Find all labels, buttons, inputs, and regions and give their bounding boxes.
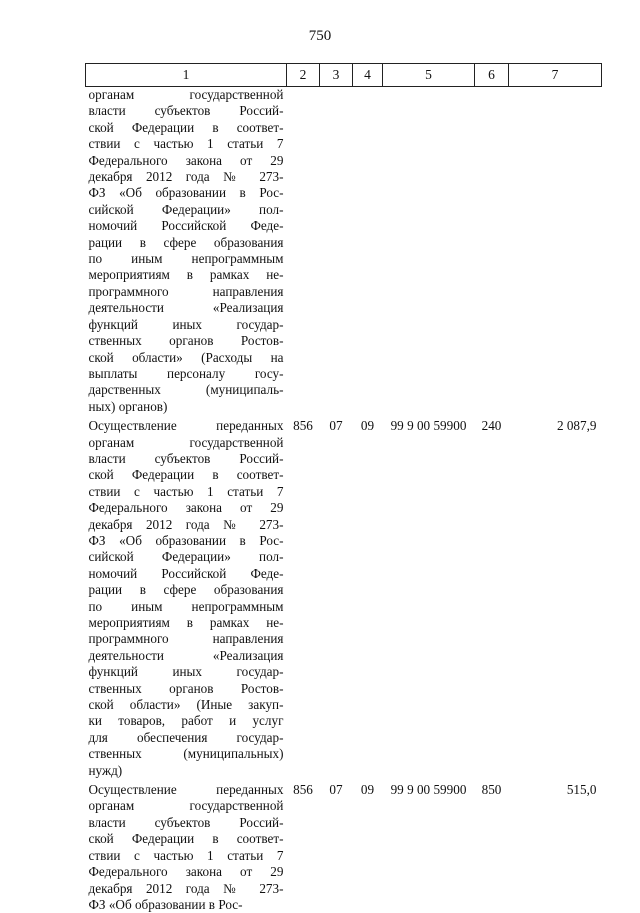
description-line: Федерального закона от 29 <box>88 864 284 880</box>
description-line: ных) органов) <box>88 398 168 414</box>
description-line: ской области» (Расходы на <box>88 349 284 365</box>
description-line: ской области» (Иные закуп- <box>88 697 284 713</box>
description-line: ственных органов Ростов- <box>88 680 284 696</box>
row-expense-type: 850 <box>481 782 502 798</box>
table-row <box>86 415 602 779</box>
description-line: по иным непрограммным <box>88 251 284 267</box>
description-line: ской Федерации в соответ- <box>88 119 284 135</box>
description-line: ФЗ «Об образовании в Рос- <box>88 896 243 912</box>
budget-table <box>85 63 602 913</box>
row-ministry-code: 856 <box>293 782 313 798</box>
table-row <box>86 779 602 913</box>
description-line: ФЗ «Об образовании в Рос- <box>88 532 284 548</box>
description-line: Осуществление переданных <box>88 782 284 798</box>
description-line: по иным непрограммным <box>88 598 284 614</box>
page-number: 750 <box>308 28 332 44</box>
description-line: рации в сфере образования <box>88 234 284 250</box>
row-ministry-code: 856 <box>293 418 313 434</box>
description-line: власти субъектов Россий- <box>88 814 284 830</box>
row-target-article: 99 9 00 59900 <box>390 418 467 434</box>
row-amount: 515,0 <box>566 782 597 798</box>
table-row <box>86 87 602 416</box>
description-line: Федерального закона от 29 <box>88 500 284 516</box>
row-target-article: 99 9 00 59900 <box>390 782 467 798</box>
row-subsection-code: 09 <box>360 418 375 434</box>
description-line: функций иных государ- <box>88 316 284 332</box>
row-section-code <box>320 87 353 416</box>
description-line: органам государственной <box>88 434 284 450</box>
row-section-code: 07 <box>329 418 343 434</box>
row-ministry-code <box>287 87 320 416</box>
description-line: деятельности «Реализация <box>88 300 284 316</box>
description-line: декабря 2012 года № 273- <box>88 880 284 896</box>
header-col-2: 2 <box>287 64 320 87</box>
description-line: номочий Российской Феде- <box>88 565 284 581</box>
description-line: для обеспечения государ- <box>88 729 284 745</box>
description-line: власти субъектов Россий- <box>88 450 284 466</box>
description-line: рации в сфере образования <box>88 582 284 598</box>
description-line: ственных (муниципальных) <box>88 746 284 762</box>
row-subsection-code: 09 <box>360 782 375 798</box>
row-amount: 2 087,9 <box>556 418 597 434</box>
description-line: выплаты персоналу госу- <box>88 365 284 381</box>
row-subsection-code <box>353 87 383 416</box>
description-line: ской Федерации в соответ- <box>88 831 284 847</box>
description-line: мероприятиям в рамках не- <box>88 615 284 630</box>
description-line: власти субъектов Россий- <box>88 103 284 119</box>
header-col-3: 3 <box>320 64 353 87</box>
row-amount <box>509 87 602 416</box>
description-line: деятельности «Реализация <box>88 647 284 663</box>
description-line: дарственных (муниципаль- <box>88 382 284 398</box>
row-section-code: 07 <box>329 782 343 798</box>
row-description <box>86 415 287 779</box>
description-line: программного направления <box>88 283 284 299</box>
row-target-article <box>383 87 475 416</box>
header-col-6: 6 <box>475 64 509 87</box>
description-line: декабря 2012 года № 273- <box>88 169 284 185</box>
description-line: органам государственной <box>88 87 284 102</box>
description-line: органам государственной <box>88 798 284 814</box>
row-description <box>86 87 287 416</box>
description-line: мероприятиям в рамках не- <box>88 267 284 283</box>
header-row <box>86 64 602 87</box>
description-line: номочий Российской Феде- <box>88 218 284 234</box>
header-col-4: 4 <box>353 64 383 87</box>
description-line: сийской Федерации» пол- <box>88 549 284 565</box>
description-line: программного направления <box>88 631 284 647</box>
description-line: ствии с частью 1 статьи 7 <box>88 483 284 499</box>
description-line: ской Федерации в соответ- <box>88 467 284 483</box>
row-expense-type: 240 <box>481 418 502 434</box>
description-line: ки товаров, работ и услуг <box>88 713 284 729</box>
description-line: Осуществление переданных <box>88 418 284 434</box>
description-line: ствии с частью 1 статьи 7 <box>88 136 284 152</box>
description-line: нужд) <box>88 762 123 778</box>
header-col-7: 7 <box>509 64 602 87</box>
description-line: ственных органов Ростов- <box>88 333 284 349</box>
description-line: функций иных государ- <box>88 664 284 680</box>
header-col-1: 1 <box>86 64 287 87</box>
header-col-5: 5 <box>383 64 475 87</box>
row-description <box>86 779 287 913</box>
description-line: Федерального закона от 29 <box>88 152 284 168</box>
description-line: ФЗ «Об образовании в Рос- <box>88 185 284 201</box>
row-expense-type <box>475 87 509 416</box>
description-line: сийской Федерации» пол- <box>88 201 284 217</box>
description-line: ствии с частью 1 статьи 7 <box>88 847 284 863</box>
description-line: декабря 2012 года № 273- <box>88 516 284 532</box>
